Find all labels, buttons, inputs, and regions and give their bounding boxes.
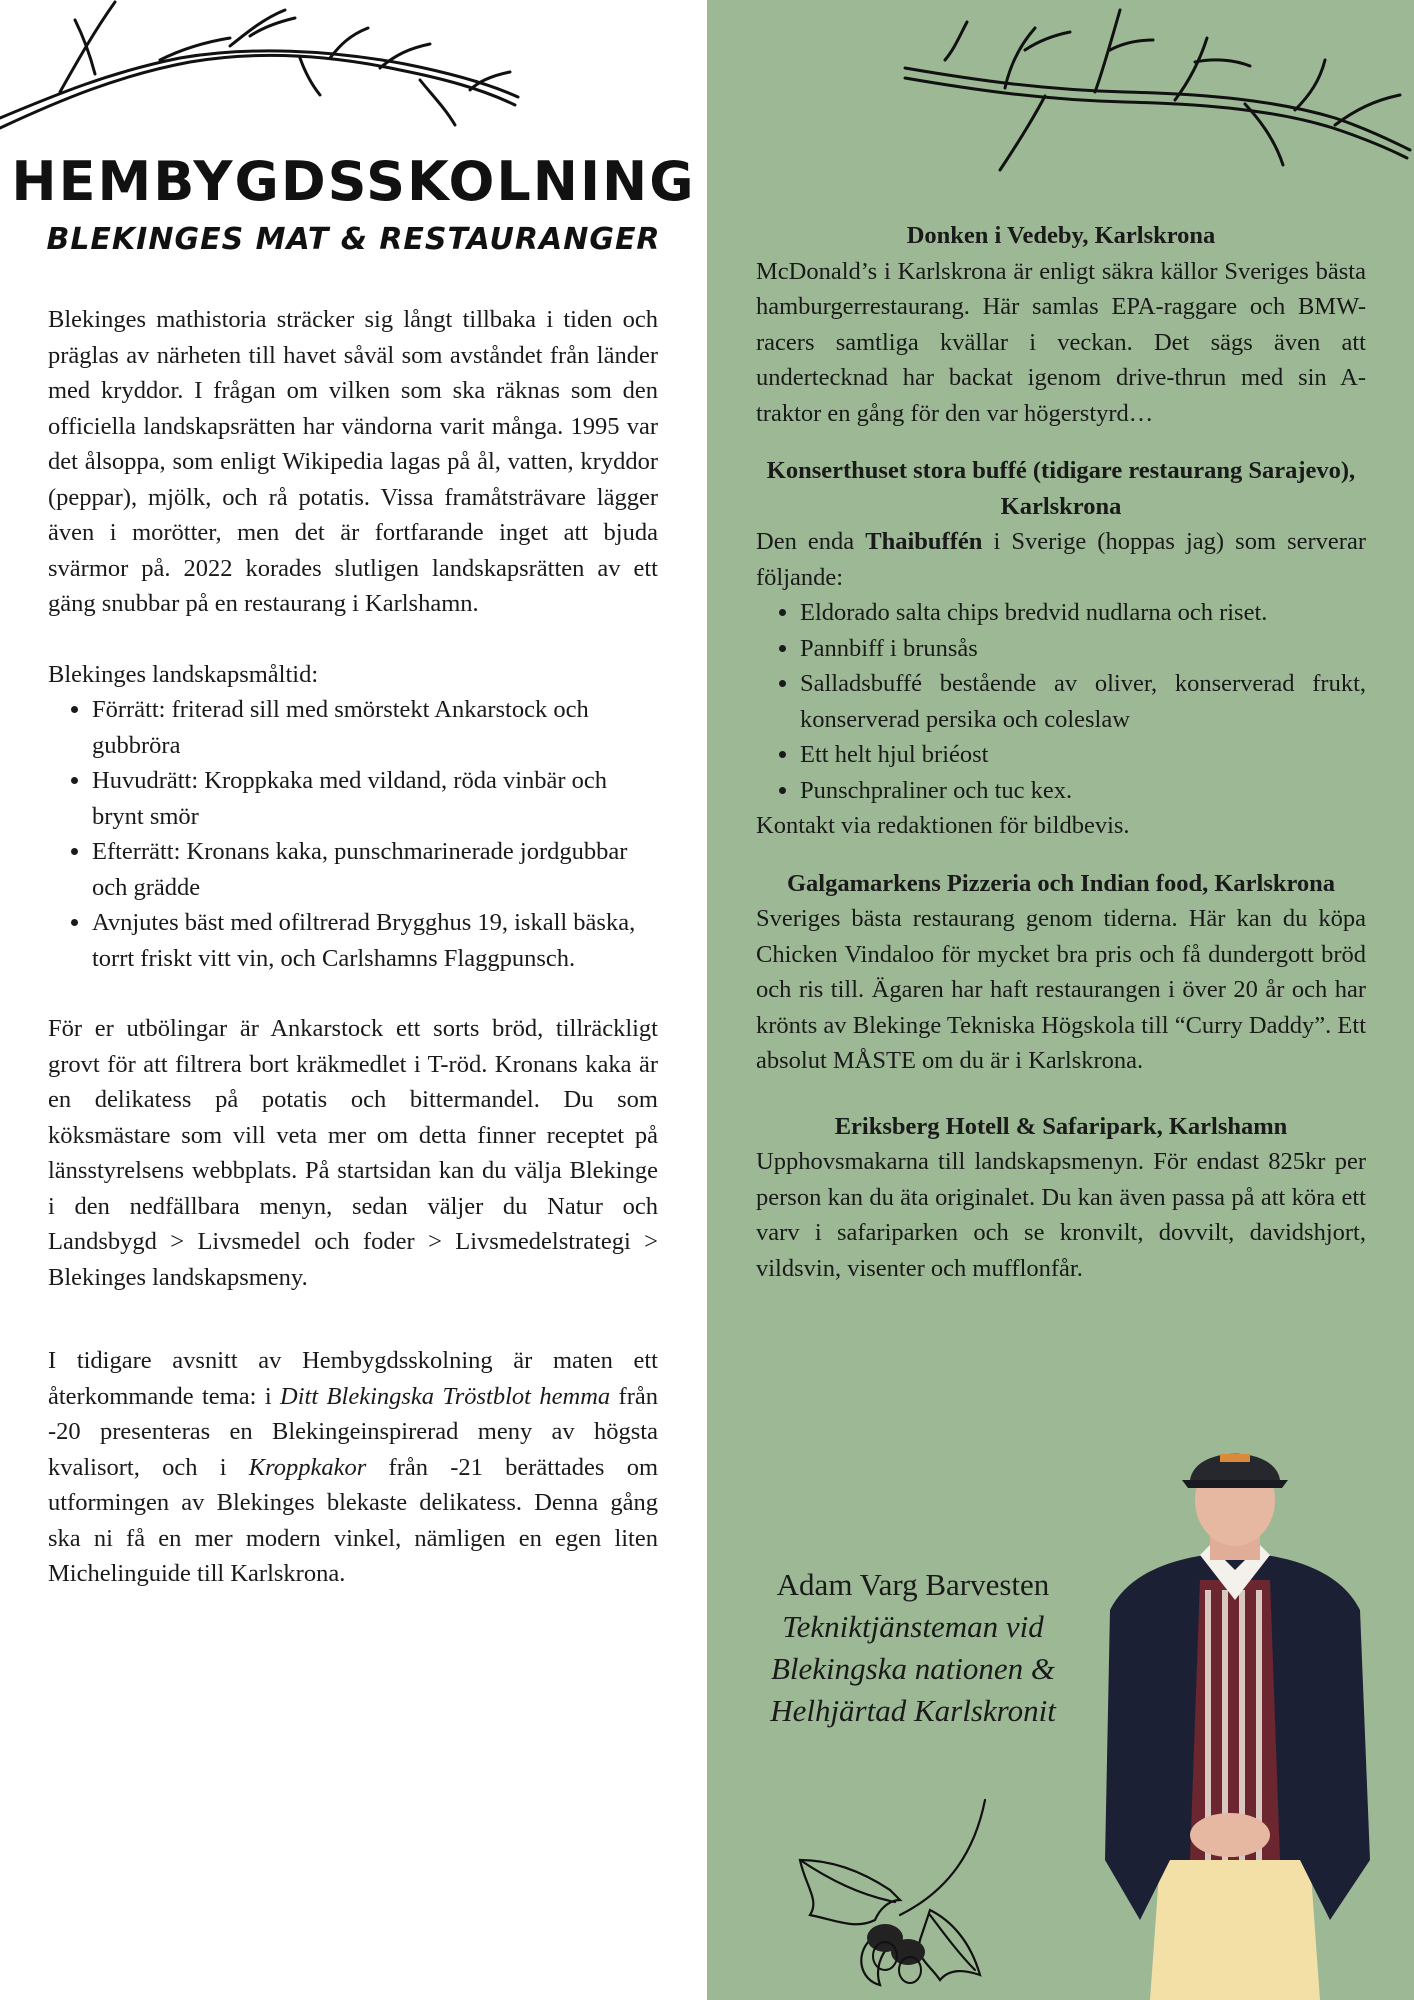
list-item: • Efterrätt: Kronans kaka, punschmarinerade jordgubbar och grädde <box>92 834 658 905</box>
review-text: Den enda Thaibuffén i Sverige (hoppas jag) som serverar följande: <box>756 528 1366 591</box>
review-konserthuset <box>756 453 1366 844</box>
list-item: • Ett helt hjul briéost <box>800 737 1366 773</box>
episode-title: Ditt Blekingska Tröstblot hemma <box>280 1382 611 1410</box>
meal-title: Blekinges landskapsmåltid: <box>48 660 319 688</box>
review-text: Upphovsmakarna till landskapsmenyn. För endast 825kr per person kan du äta originalet. Du kan även passa på att köra ett varv i safariparken och se kronvilt, dovvilt, davidshjort, vildsvin, visenter och mufflonfår. <box>756 1148 1366 1282</box>
review-eriksberg <box>756 1109 1366 1287</box>
review-title: Galgamarkens Pizzeria och Indian food, Karlskrona <box>786 869 1336 897</box>
review-text: McDonald’s i Karlskrona är enligt säkra källor Sveriges bästa hamburgerrestaurang. Här samlas EPA-raggare och BMW-racers samtliga kvällar i veckan. Det sägs även att undertecknad har backat igenom drive-thrun med sin A-traktor en gång för den var högerstyrd… <box>756 257 1366 427</box>
author-role: Blekingska nationen & <box>770 1651 1056 1686</box>
review-text: Sveriges bästa restaurang genom tiderna. Här kan du köpa Chicken Vindaloo för mycket bra pris och få dundergott bröd och ris till. Ägaren har haft restaurangen i över 20 år och har krönts av Blekinge Tekniska Högskola till “Curry Daddy”. Ett absolut MÅSTE om du är i Karlskrona. <box>756 905 1366 1074</box>
intro-paragraph: Blekinges mathistoria sträcker sig långt tillbaka i tiden och präglas av närheten till havet såväl som avståndet från länder med kryddor. I frågan om vilken som ska räknas som den officiella landskapsrätten har vändorna varit många. 1995 var det ålsoppa, som enligt Wikipedia lagas på ål, vatten, kryddor (peppar), mjölk, och rå potatis. Vissa framåtsträvare lägger även i morötter, men det är fortfarande inget att bjuda svärmor på. 2022 korades slutligen landskapsrätten av ett gäng snubbar på en restaurang i Karlshamn. <box>48 306 658 617</box>
review-footer: Kontakt via redaktionen för bildbevis. <box>756 812 1130 839</box>
list-item: • Pannbiff i brunsås <box>800 631 1366 667</box>
explain-paragraph: För er utbölingar är Ankarstock ett sorts bröd, tillräckligt grovt för att filtrera bort kräkmedlet i T-röd. Kronans kaka är en delikatess på potatis och bittermandel. Du som köksmästare som vill veta mer om detta finner receptet på länsstyrelsens webbplats. På startsidan kan du välja Blekinge i den nedfällbara menyn, sedan väljer du Natur och Landsbygd > Livsmedel och foder > Livsmedelstrategi > Blekinges landskapsmeny. <box>48 1015 658 1291</box>
list-item: • Förrätt: friterad sill med smörstekt Ankarstock och gubbröra <box>92 692 658 763</box>
list-item: • Punschpraliner och tuc kex. <box>800 773 1366 809</box>
page-title: HEMBYGDSSKOLNING <box>11 150 696 213</box>
list-item: • Avnjutes bäst med ofiltrerad Brygghus 19, iskall bäska, torrt friskt vitt vin, och Carlshamns Flaggpunsch. <box>92 905 658 976</box>
author-portrait <box>1070 1440 1400 2000</box>
review-title: Donken i Vedeby, Karlskrona <box>906 222 1216 249</box>
list-item: • Salladsbuffé bestående av oliver, konserverad frukt, konserverad persika och coleslaw <box>800 666 1366 737</box>
episodes-paragraph: I tidigare avsnitt av Hembygdsskolning är maten ett återkommande tema: i Ditt Blekingska Tröstblot hemma från -20 presenteras en Blekingeinspirerad meny av högsta kvalisort, och i Kroppkakor från -21 berättades om utformingen av Blekinges blekaste delikatess. Denna gång ska ni få en mer modern vinkel, nämligen en egen liten Michelinguide till Karlskrona. <box>48 1347 658 1587</box>
review-galgamarken <box>756 866 1366 1079</box>
right-column <box>756 218 1366 1308</box>
author-signature <box>748 1564 1078 1732</box>
review-title: Konserthuset stora buffé (tidigare restaurang Sarajevo), Karlskrona <box>766 457 1356 520</box>
review-donken <box>756 218 1366 431</box>
buffet-list <box>756 595 1366 808</box>
review-title: Eriksberg Hotell & Safaripark, Karlshamn <box>834 1112 1288 1140</box>
author-role: Tekniktjänsteman vid <box>782 1609 1044 1644</box>
branch-right-icon <box>895 0 1414 180</box>
author-name: Adam Varg Barvesten <box>776 1567 1050 1602</box>
branch-left-icon <box>0 0 530 140</box>
page-subtitle: BLEKINGES MAT & RESTAURANGER <box>46 222 661 257</box>
author-role: Helhjärtad Karlskronit <box>770 1693 1056 1728</box>
list-item: • Eldorado salta chips bredvid nudlarna och riset. <box>800 595 1366 631</box>
left-column <box>48 302 658 1592</box>
episode-title: Kroppkakor <box>248 1453 367 1481</box>
meal-list <box>48 692 658 976</box>
acorn-illustration-icon <box>780 1790 1030 1990</box>
list-item: • Huvudrätt: Kroppkaka med vildand, röda vinbär och brynt smör <box>92 763 658 834</box>
